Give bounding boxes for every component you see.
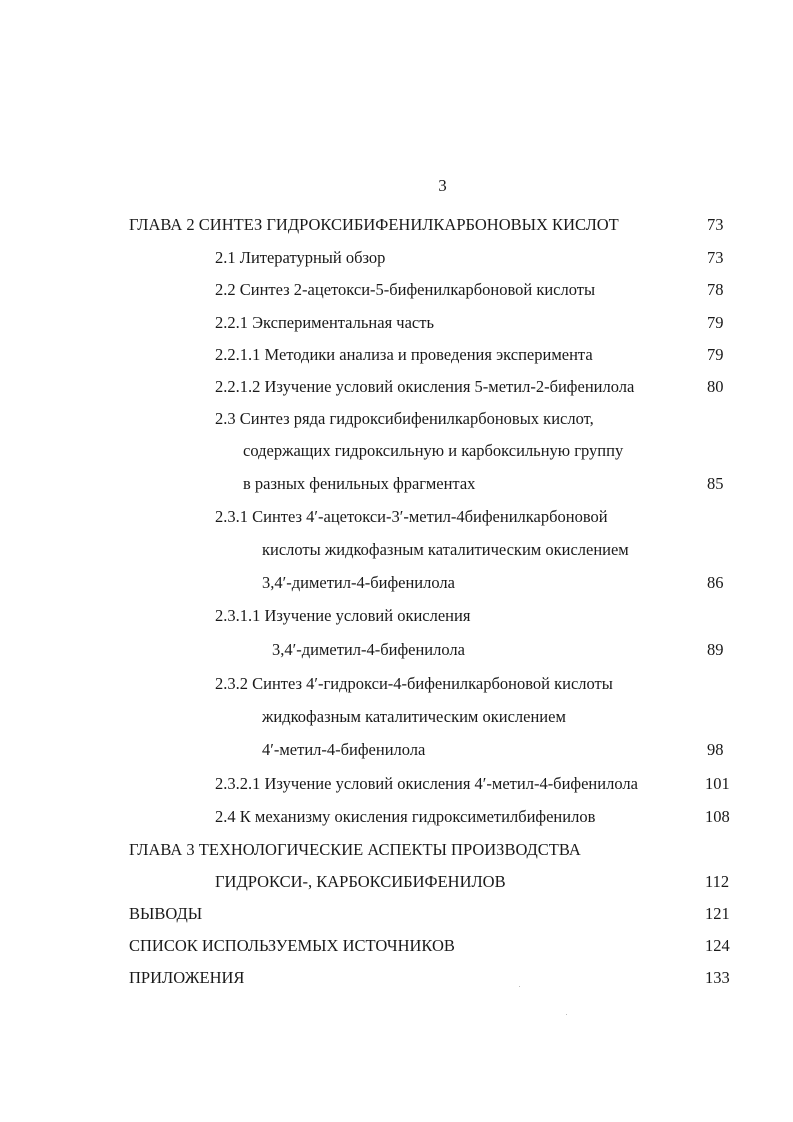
toc-page-number: 79: [707, 345, 724, 364]
toc-entry-continuation: ГИДРОКСИ-, КАРБОКСИБИФЕНИЛОВ: [215, 872, 506, 891]
toc-page-number: 121: [705, 904, 730, 923]
toc-page-number: 73: [707, 215, 724, 234]
toc-entry: 2.1 Литературный обзор: [215, 248, 386, 267]
toc-page-number: 112: [705, 872, 730, 891]
toc-page-number: 73: [707, 248, 724, 267]
toc-entry: 2.3 Синтез ряда гидроксибифенилкарбоновых кислот,: [215, 409, 594, 428]
toc-entry-continuation: содержащих гидроксильную и карбоксильную группу: [243, 441, 624, 460]
toc-page-number: 79: [707, 313, 724, 332]
toc-entry-continuation: жидкофазным каталитическим окислением: [262, 707, 566, 726]
toc-entry: 2.3.1 Синтез 4′-ацетокси-3′-метил-4бифенилкарбоновой: [215, 507, 608, 526]
toc-page-number: 89: [707, 640, 724, 659]
toc-entry: 2.2.1.2 Изучение условий окисления 5-метил-2-бифенилола: [215, 377, 635, 396]
toc-entry: 2.2.1.1 Методики анализа и проведения эксперимента: [215, 345, 593, 364]
toc-entry: 2.3.2 Синтез 4′-гидрокси-4-бифенилкарбоновой кислоты: [215, 674, 613, 693]
toc-entry-continuation: 3,4′-диметил-4-бифенилола: [272, 640, 465, 659]
toc-page-number: 101: [705, 774, 730, 793]
toc-entry-continuation: 3,4′-диметил-4-бифенилола: [262, 573, 455, 592]
toc-entry-references: СПИСОК ИСПОЛЬЗУЕМЫХ ИСТОЧНИКОВ: [129, 936, 455, 955]
scan-speck: [566, 1014, 567, 1015]
toc-entry: 2.3.2.1 Изучение условий окисления 4′-метил-4-бифенилола: [215, 774, 638, 793]
toc-entry-continuation: 4′-метил-4-бифенилола: [262, 740, 426, 759]
toc-entry-chapter-3: ГЛАВА 3 ТЕХНОЛОГИЧЕСКИЕ АСПЕКТЫ ПРОИЗВОДСТВА: [129, 840, 581, 859]
scan-speck: [519, 986, 520, 987]
toc-page-number: 78: [707, 280, 724, 299]
toc-entry-continuation: кислоты жидкофазным каталитическим окислением: [262, 540, 629, 559]
toc-page-number: 133: [705, 968, 730, 987]
toc-page-number: 98: [707, 740, 724, 759]
toc-page-number: 80: [707, 377, 724, 396]
toc-entry: 2.2 Синтез 2-ацетокси-5-бифенилкарбоновой кислоты: [215, 280, 596, 299]
toc-page-number: 124: [705, 936, 730, 955]
page-number: 3: [438, 176, 447, 195]
toc-entry-chapter-2: ГЛАВА 2 СИНТЕЗ ГИДРОКСИБИФЕНИЛКАРБОНОВЫХ КИСЛОТ: [129, 215, 619, 234]
toc-entry: 2.2.1 Экспериментальная часть: [215, 313, 434, 332]
toc-entry-appendices: ПРИЛОЖЕНИЯ: [129, 968, 245, 987]
toc-page-number: 86: [707, 573, 724, 592]
toc-entry-conclusions: ВЫВОДЫ: [129, 904, 203, 923]
toc-page-number: 108: [705, 807, 730, 826]
toc-page-number: 85: [707, 474, 724, 493]
toc-entry: 2.4 К механизму окисления гидроксиметилбифенилов: [215, 807, 596, 826]
toc-entry: 2.3.1.1 Изучение условий окисления: [215, 606, 471, 625]
toc-entry-continuation: в разных фенильных фрагментах: [243, 474, 476, 493]
